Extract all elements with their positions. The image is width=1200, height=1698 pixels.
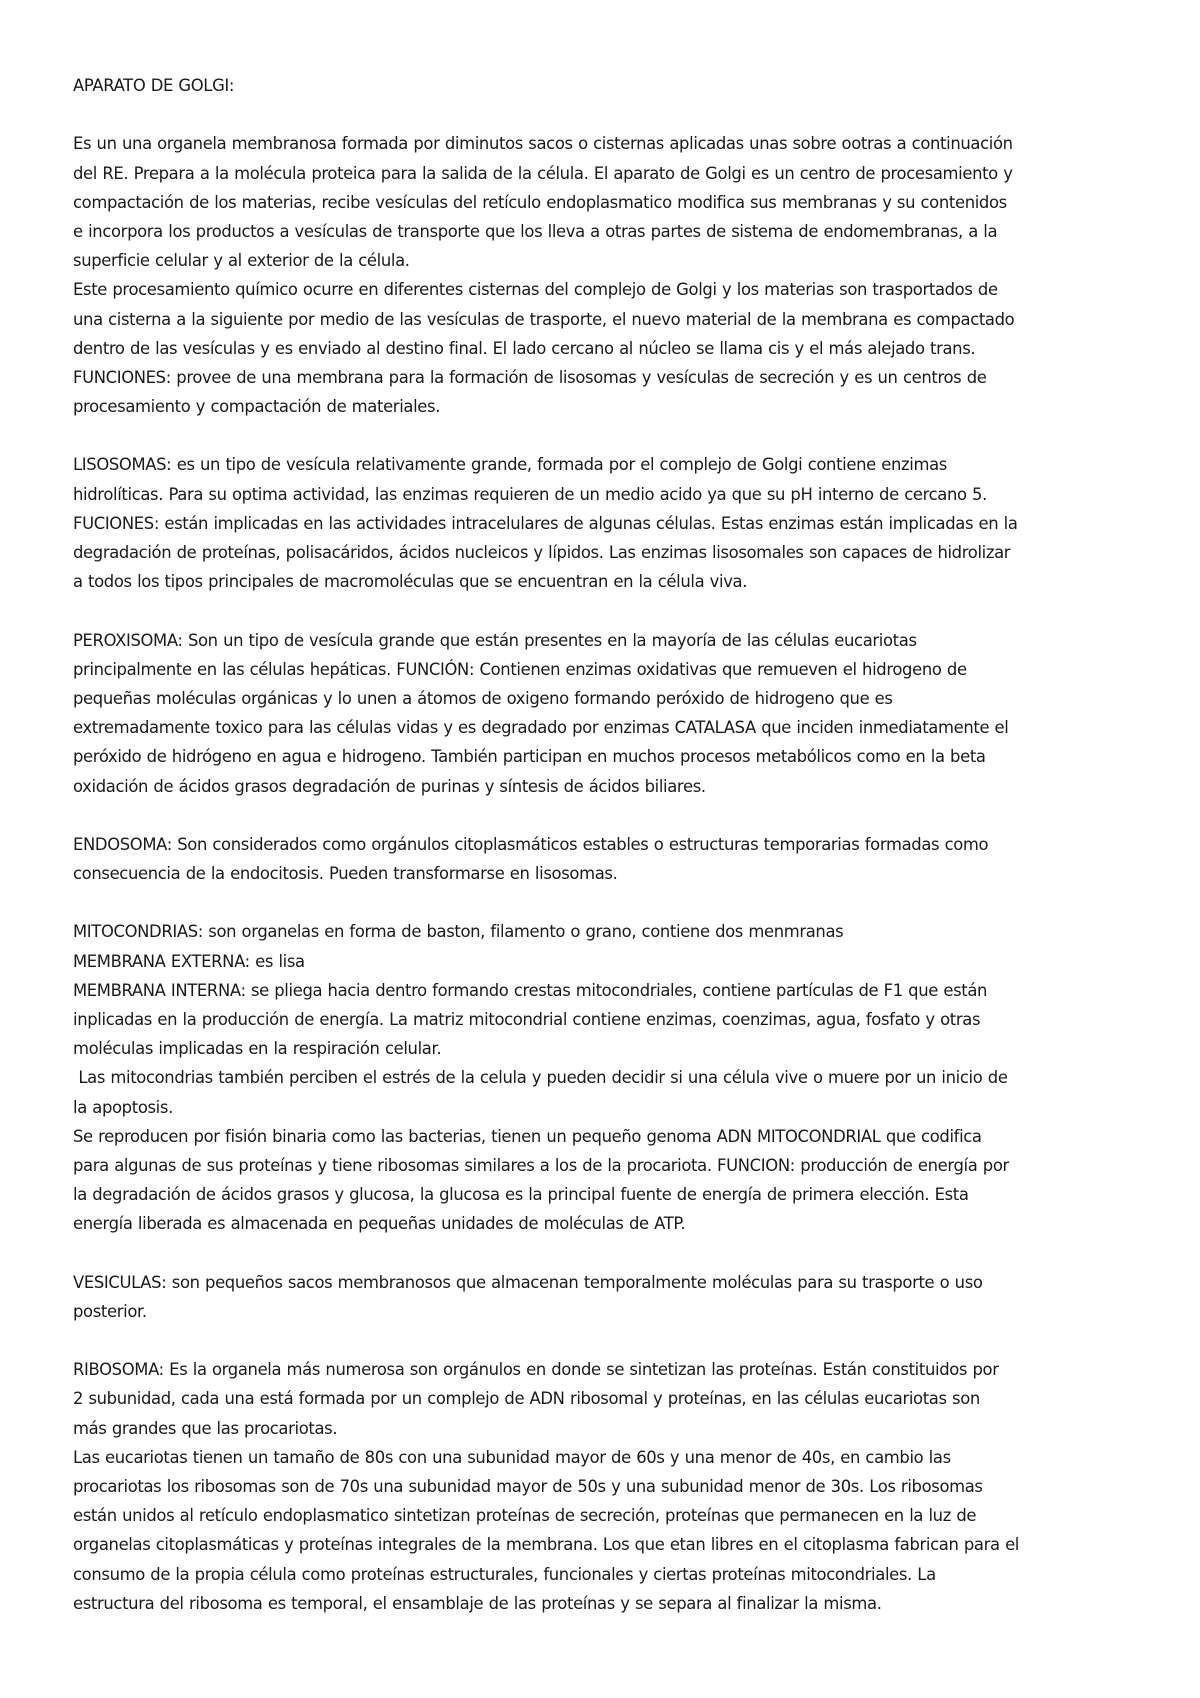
- text-line: del RE. Prepara a la molécula proteica para la salida de la célula. El aparato de Golgi es un centro de procesamiento y: [73, 163, 1013, 183]
- paragraph-spacer: [73, 1239, 1133, 1268]
- text-line: FUCIONES: están implicadas en las actividades intracelulares de algunas células. Estas enzimas están implicadas en la: [73, 513, 1018, 533]
- text-line: oxidación de ácidos grasos degradación de purinas y síntesis de ácidos biliares.: [73, 776, 706, 796]
- text-line: Las mitocondrias también perciben el estrés de la celula y pueden decidir si una célula vive o muere por un inicio de: [73, 1068, 1008, 1088]
- text-line: pequeñas moléculas orgánicas y lo unen a átomos de oxigeno formando peróxido de hidrogeno que es: [73, 688, 893, 708]
- text-line: MEMBRANA INTERNA: se pliega hacia dentro formando crestas mitocondriales, contiene partículas de F1 que están: [73, 980, 988, 1000]
- paragraph-spacer: [73, 100, 1133, 129]
- text-line: e incorpora los productos a vesículas de transporte que los lleva a otras partes de sistema de endomembranas, a la: [73, 221, 998, 241]
- section-mitocondrias: [73, 917, 1133, 1238]
- section-golgi-heading: [73, 71, 1133, 100]
- text-line: 2 subunidad, cada una está formada por un complejo de ADN ribosomal y proteínas, en las células eucariotas son: [73, 1389, 980, 1409]
- text-line: organelas citoplasmáticas y proteínas integrales de la membrana. Los que etan libres en el citoplasma fabrican para el: [73, 1535, 1020, 1555]
- text-line: compactación de los materias, recibe vesículas del retículo endoplasmatico modifica sus membranas y su contenidos: [73, 192, 1007, 212]
- text-line: consecuencia de la endocitosis. Pueden transformarse en lisosomas.: [73, 864, 618, 884]
- text-line: Se reproducen por fisión binaria como las bacterias, tienen un pequeño genoma ADN MITOCONDRIAL que codifica: [73, 1126, 982, 1146]
- section-golgi: [73, 129, 1133, 421]
- text-line: dentro de las vesículas y es enviado al destino final. El lado cercano al núcleo se llama cis y el más alejado trans.: [73, 338, 976, 358]
- text-line: PEROXISOMA: Son un tipo de vesícula grande que están presentes en la mayoría de las células eucariotas: [73, 630, 917, 650]
- text-line: FUNCIONES: provee de una membrana para la formación de lisosomas y vesículas de secreción y es un centros de: [73, 367, 987, 387]
- text-line: para algunas de sus proteínas y tiene ribosomas similares a los de la procariota. FUNCION: producción de energía por: [73, 1155, 1009, 1175]
- text-line: procesamiento y compactación de materiales.: [73, 397, 441, 417]
- text-line: la degradación de ácidos grasos y glucosa, la glucosa es la principal fuente de energía de primera elección. Esta: [73, 1185, 969, 1205]
- text-line: la apoptosis.: [73, 1097, 173, 1117]
- text-line: posterior.: [73, 1301, 147, 1321]
- paragraph-spacer: [73, 888, 1133, 917]
- section-vesiculas: [73, 1268, 1133, 1326]
- text-line: Este procesamiento químico ocurre en diferentes cisternas del complejo de Golgi y los materias son trasportados de: [73, 280, 998, 300]
- text-line: degradación de proteínas, polisacáridos, ácidos nucleicos y lípidos. Las enzimas lisosomales son capaces de hidrolizar: [73, 543, 1011, 562]
- text-line: inplicadas en la producción de energía. La matriz mitocondrial contiene enzimas, coenzimas, agua, fosfato y otras: [73, 1010, 981, 1029]
- text-line: estructura del ribosoma es temporal, el ensamblaje de las proteínas y se separa al finalizar la misma.: [73, 1593, 882, 1613]
- text-line: moléculas implicadas en la respiración celular.: [73, 1039, 442, 1059]
- text-line: energía liberada es almacenada en pequeñas unidades de moléculas de ATP.: [73, 1214, 686, 1234]
- text-line: superficie celular y al exterior de la célula.: [73, 251, 410, 271]
- document-body: [73, 71, 1133, 1618]
- section-ribosoma: [73, 1355, 1133, 1618]
- text-line: están unidos al retículo endoplasmatico sintetizan proteínas de secreción, proteínas que permanecen en la luz de: [73, 1506, 977, 1526]
- text-line: ENDOSOMA: Son considerados como orgánulos citoplasmáticos estables o estructuras temporarias formadas como: [73, 834, 989, 854]
- paragraph-spacer: [73, 1326, 1133, 1355]
- section-peroxisoma: [73, 626, 1133, 801]
- text-line: consumo de la propia célula como proteínas estructurales, funcionales y ciertas proteínas mitocondriales. La: [73, 1564, 936, 1584]
- section-endosoma: [73, 830, 1133, 888]
- text-line: peróxido de hidrógeno en agua e hidrogeno. También participan en muchos procesos metabólicos como en la beta: [73, 747, 986, 767]
- section-lisosomas: [73, 450, 1133, 596]
- text-line: MEMBRANA EXTERNA: es lisa: [73, 951, 305, 971]
- text-line: hidrolíticas. Para su optima actividad, las enzimas requieren de un medio acido ya que su pH interno de cercano 5.: [73, 484, 987, 504]
- text-line: RIBOSOMA: Es la organela más numerosa son orgánulos en donde se sintetizan las proteínas. Están constituidos por: [73, 1360, 999, 1380]
- text-line: APARATO DE GOLGI:: [73, 76, 235, 95]
- paragraph-spacer: [73, 421, 1133, 450]
- paragraph-spacer: [73, 596, 1133, 625]
- text-line: una cisterna a la siguiente por medio de las vesículas de trasporte, el nuevo material de la membrana es compactado: [73, 309, 1015, 329]
- text-line: procariotas los ribosomas son de 70s una subunidad mayor de 50s y una subunidad menor de 30s. Los ribosomas: [73, 1477, 983, 1496]
- paragraph-spacer: [73, 801, 1133, 830]
- text-line: VESICULAS: son pequeños sacos membranosos que almacenan temporalmente moléculas para su trasporte o uso: [73, 1272, 983, 1292]
- text-line: Es un una organela membranosa formada por diminutos sacos o cisternas aplicadas unas sobre ootras a continuación: [73, 134, 1013, 154]
- text-line: a todos los tipos principales de macromoléculas que se encuentran en la célula viva.: [73, 572, 748, 592]
- text-line: Las eucariotas tienen un tamaño de 80s con una subunidad mayor de 60s y una menor de 40s, en cambio las: [73, 1447, 951, 1467]
- text-line: LISOSOMAS: es un tipo de vesícula relativamente grande, formada por el complejo de Golgi contiene enzimas: [73, 455, 947, 475]
- text-line: extremadamente toxico para las células vidas y es degradado por enzimas CATALASA que inciden inmediatamente el: [73, 718, 1009, 738]
- text-line: más grandes que las procariotas.: [73, 1418, 338, 1438]
- text-line: principalmente en las células hepáticas. FUNCIÓN: Contienen enzimas oxidativas que remueven el hidrogeno de: [73, 659, 967, 679]
- text-line: MITOCONDRIAS: son organelas en forma de baston, filamento o grano, contiene dos menmranas: [73, 922, 844, 942]
